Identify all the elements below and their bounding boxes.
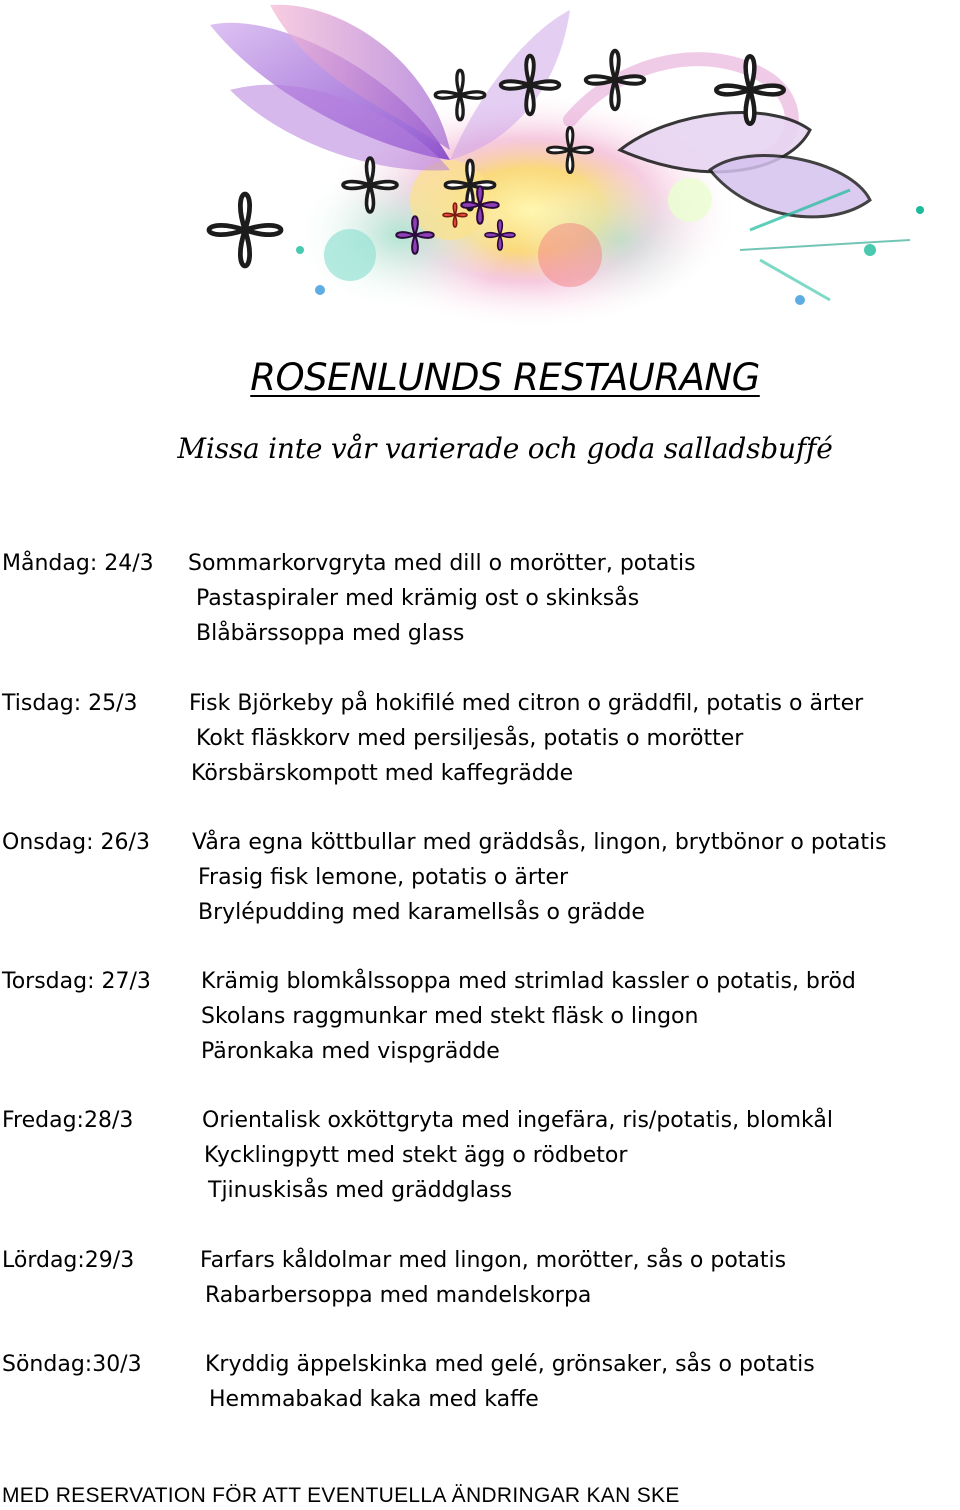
restaurant-title: ROSENLUNDS RESTAURANG: [250, 356, 760, 399]
dish-item: Krämig blomkålssoppa med strimlad kassler o potatis, bröd: [201, 969, 856, 994]
dish-item: Skolans raggmunkar med stekt fläsk o lingon: [201, 1004, 699, 1029]
dish-item: Blåbärssoppa med glass: [196, 621, 465, 646]
menu-day-friday: [0, 1103, 960, 1208]
dish-item: Fisk Björkeby på hokifilé med citron o gräddfil, potatis o ärter: [189, 691, 864, 716]
dish-item: Kycklingpytt med stekt ägg o rödbetor: [204, 1143, 628, 1168]
dish-item: Orientalisk oxköttgryta med ingefära, ris/potatis, blomkål: [202, 1108, 833, 1133]
menu-day-thursday: [0, 964, 960, 1069]
day-label: Torsdag: 27/3: [2, 969, 151, 994]
salad-buffet-tagline: Missa inte vår varierade och goda salladsbuffé: [177, 432, 833, 465]
reservation-disclaimer: MED RESERVATION FÖR ATT EVENTUELLA ÄNDRINGAR KAN SKE: [2, 1484, 680, 1507]
day-label: Måndag: 24/3: [2, 551, 154, 576]
dish-item: Farfars kåldolmar med lingon, morötter, sås o potatis: [200, 1248, 787, 1273]
dish-item: Rabarbersoppa med mandelskorpa: [205, 1283, 592, 1308]
dish-item: Frasig fisk lemone, potatis o ärter: [198, 865, 569, 890]
day-label: Onsdag: 26/3: [2, 830, 150, 855]
dish-item: Pastaspiraler med krämig ost o skinksås: [196, 586, 640, 611]
menu-day-sunday: [0, 1347, 960, 1417]
dish-item: Hemmabakad kaka med kaffe: [209, 1387, 539, 1412]
day-label: Söndag:30/3: [2, 1352, 142, 1377]
day-label: Tisdag: 25/3: [2, 691, 138, 716]
day-label: Fredag:28/3: [2, 1108, 134, 1133]
day-label: Lördag:29/3: [2, 1248, 135, 1273]
dish-item: Kokt fläskkorv med persiljesås, potatis o morötter: [196, 726, 744, 751]
dish-item: Brylépudding med karamellsås o grädde: [198, 900, 645, 925]
menu-day-tuesday: [0, 686, 960, 791]
dish-item: Päronkaka med vispgrädde: [201, 1039, 500, 1064]
dish-item: Körsbärskompott med kaffegrädde: [191, 761, 574, 786]
menu-day-monday: [0, 546, 960, 651]
menu-day-wednesday: [0, 825, 960, 930]
dish-item: Tjinuskisås med gräddglass: [208, 1178, 513, 1203]
dish-item: Sommarkorvgryta med dill o morötter, potatis: [188, 551, 696, 576]
dish-item: Våra egna köttbullar med gräddsås, lingon, brytbönor o potatis: [192, 830, 887, 855]
dish-item: Kryddig äppelskinka med gelé, grönsaker, sås o potatis: [205, 1352, 815, 1377]
flower-splash-illustration: [150, 0, 960, 330]
menu-day-saturday: [0, 1243, 960, 1313]
